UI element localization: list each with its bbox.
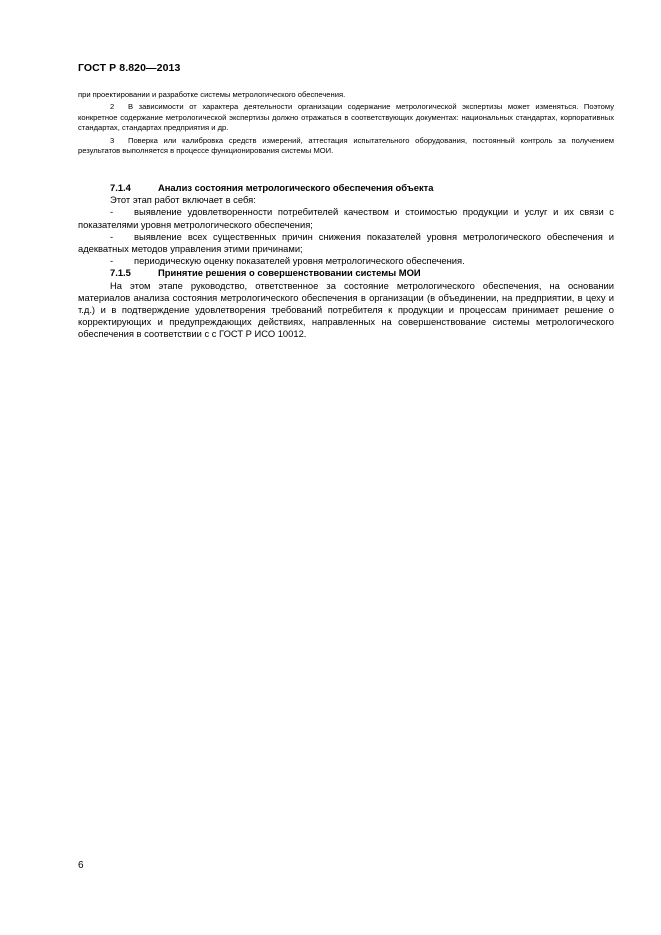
page-number: 6 (78, 860, 84, 871)
list-item (78, 255, 614, 267)
section-heading (78, 267, 614, 279)
section-title: Принятие решения о совершенствовании системы МОИ (158, 267, 421, 279)
section-intro: Этот этап работ включает в себя: (110, 194, 256, 206)
note-number: 3 (110, 135, 115, 145)
section-heading (78, 182, 614, 194)
list-dash: - (110, 206, 114, 218)
note-item (78, 136, 614, 157)
section-paragraph: На этом этапе руководство, ответственное за состояние метрологического обеспечения, на основании материалов анализа состояния метрологического обеспечения в организации (в объединении, на предприятии, в цеху и т.д.) и в подтверждение удовлетворения требований потребителя к продукции и процессам принимает решение о корректирующих и предупреждающих действиях, направленных на совершенствование системы метрологического обеспечения в соответствии с с ГОСТ Р ИСО 10012. (78, 279, 614, 340)
note-text: Поверка или калибровка средств измерений, аттестация испытательного оборудования, постоянный контроль за получением результатов выполняется в процессе функционирования системы МОИ. (78, 135, 614, 156)
list-item (78, 231, 614, 255)
list-item (78, 206, 614, 230)
section-title: Анализ состояния метрологического обеспечения объекта (158, 182, 434, 193)
list-dash: - (110, 230, 114, 242)
list-item-text: выявление удовлетворенности потребителей качеством и стоимостью продукции и услуг и их связи с показателями уровня метрологического обеспечения; (78, 206, 614, 230)
note-continuation: при проектировании и разработке системы метрологического обеспечения. (78, 90, 346, 99)
note-number: 2 (110, 102, 115, 112)
list-item-text: выявление всех существенных причин снижения показателей уровня метрологического обеспечения и адекватных методов управления этими причинами; (78, 230, 614, 255)
section-number: 7.1.4 (110, 182, 131, 193)
notes-block (78, 90, 614, 158)
note-text: В зависимости от характера деятельности организации содержание метрологической экспертизы может изменяться. Поэтому конкретное содержание метрологической экспертизы должно отражаться в соответствующих документах: национальных стандартах, корпоративных стандартах, стандартах предприятия и др. (78, 102, 614, 133)
document-header: ГОСТ Р 8.820—2013 (78, 62, 181, 74)
section-number: 7.1.5 (110, 267, 131, 279)
list-dash: - (110, 255, 114, 267)
document-body (78, 182, 614, 341)
list-item-text: периодическую оценку показателей уровня метрологического обеспечения. (134, 255, 465, 267)
note-item (78, 102, 614, 133)
